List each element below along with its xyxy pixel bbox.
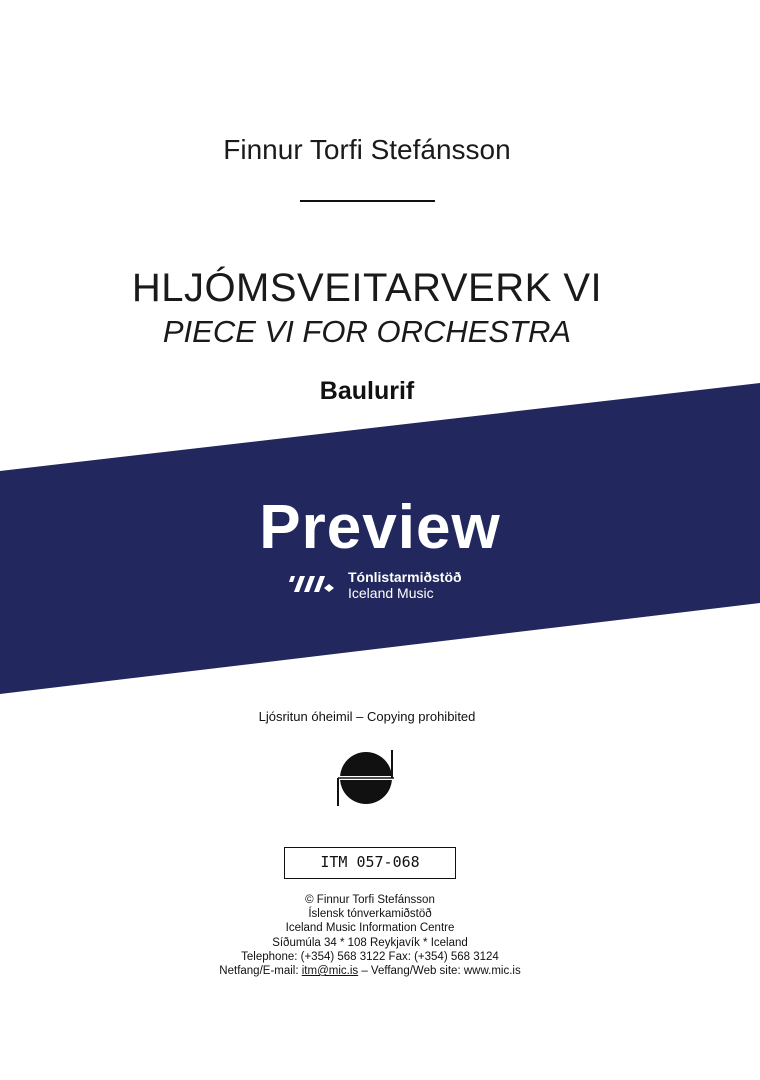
publisher-name-en: Iceland Music Information Centre [285, 922, 455, 935]
work-subtitle: PIECE VI FOR ORCHESTRA [162, 314, 572, 349]
copying-notice: Ljósritun óheimil – Copying prohibited [258, 709, 476, 724]
publisher-email-line [0, 964, 740, 978]
iceland-music-subtitle: Iceland Music [348, 585, 434, 601]
copyright-line: © Finnur Torfi Stefánsson [305, 894, 435, 906]
itm-publisher-logo-icon [334, 748, 396, 808]
catalog-number: ITM 057-068 [284, 847, 456, 879]
email-label: Netfang/E-mail: [219, 965, 302, 978]
part-name: Baulurif [319, 377, 415, 405]
work-title: HLJÓMSVEITARVERK VI [131, 266, 603, 310]
publisher-address: Síðumúla 34 * 108 Reykjavík * Iceland [272, 936, 468, 949]
preview-watermark: Preview [259, 493, 501, 562]
email-link[interactable]: itm@mic.is [301, 965, 359, 978]
publisher-name-is: Íslensk tónverkamiðstöð [308, 908, 432, 921]
website-text: – Veffang/Web site: www.mic.is [358, 965, 521, 978]
composer-name: Finnur Torfi Stefánsson [223, 134, 511, 165]
iceland-music-logo [288, 568, 478, 604]
publisher-contact [0, 893, 740, 978]
publisher-phone: Telephone: (+354) 568 3122 Fax: (+354) 568 3124 [241, 950, 499, 963]
iceland-music-mark-icon [288, 572, 346, 596]
iceland-music-name: Tónlistarmiðstöð [348, 569, 462, 585]
